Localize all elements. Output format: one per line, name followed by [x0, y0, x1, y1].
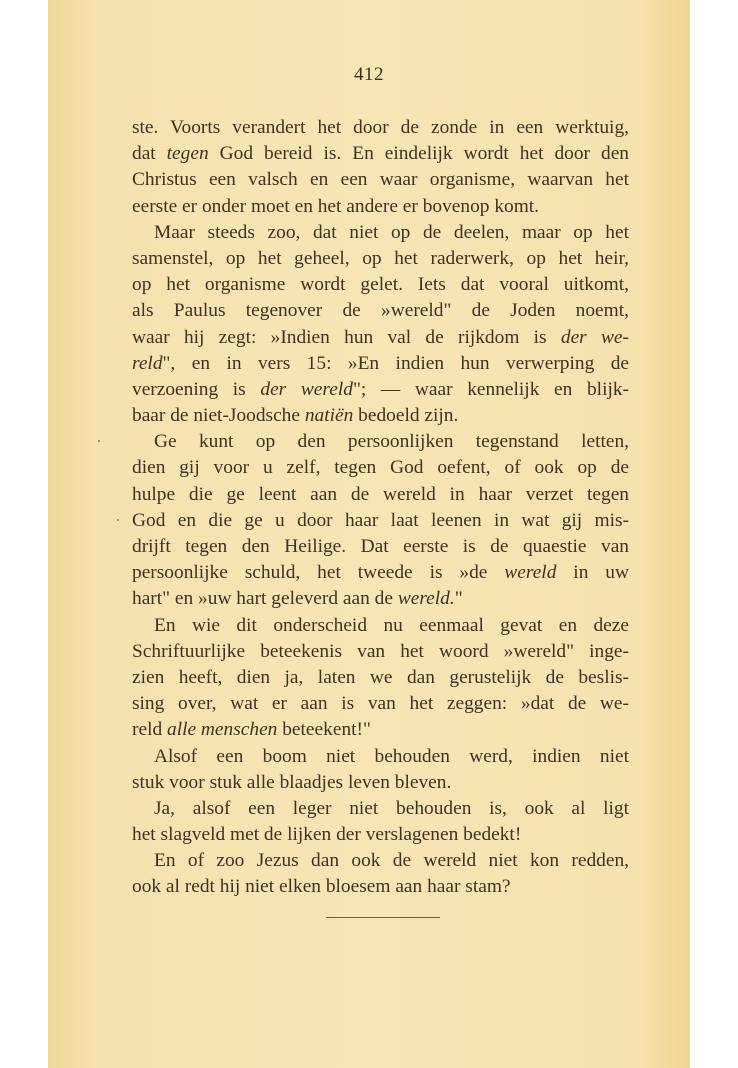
text-segment: dat: [132, 143, 167, 165]
text-line: [132, 377, 629, 403]
text-line: [132, 141, 629, 167]
text-line: [132, 796, 629, 822]
text-line: [132, 665, 629, 691]
paragraph-p1: [132, 115, 629, 220]
scan-speck: [98, 440, 100, 442]
text-line: [132, 429, 629, 455]
text-segment: reld: [132, 719, 167, 741]
italic-text: alle menschen: [167, 719, 278, 741]
text-line: [132, 586, 629, 612]
italic-text: der we-: [560, 326, 629, 348]
text-segment: persoonlijke schuld, het tweede is »de: [132, 562, 505, 584]
page-number: 412: [354, 64, 384, 85]
text-segment: ook al redt hij niet elken bloesem aan haar stam?: [132, 876, 511, 898]
text-segment: Schriftuurlijke beteekenis van het woord »wereld" inge-: [132, 640, 629, 662]
text-line: [132, 874, 629, 900]
text-segment: samenstel, op het geheel, op het raderwerk, op het heir,: [132, 247, 629, 269]
text-segment: Maar steeds zoo, dat niet op de deelen, maar op het: [154, 221, 629, 243]
paragraph-p7: [132, 848, 629, 900]
text-segment: waar hij zegt: »Indien hun val de rijkdom is: [132, 326, 561, 348]
paragraph-p2: [132, 220, 629, 430]
text-segment: dien gij voor u zelf, tegen God oefent, of ook op de: [132, 457, 629, 479]
text-segment: als Paulus tegenover de »wereld" de Joden noemt,: [132, 300, 629, 322]
text-segment: Alsof een boom niet behouden werd, indien niet: [154, 745, 629, 767]
text-line: [132, 298, 629, 324]
text-segment: hart" en »uw hart geleverd aan de: [132, 588, 398, 610]
italic-text: reld: [132, 352, 163, 374]
text-line: [132, 194, 629, 220]
italic-text: natiën: [304, 405, 354, 427]
text-line: [132, 351, 629, 377]
text-line: [132, 717, 629, 743]
text-segment: Christus een valsch en een waar organisme, waarvan het: [132, 169, 629, 191]
text-segment: En wie dit onderscheid nu eenmaal gevat en deze: [154, 614, 629, 636]
text-line: [132, 325, 629, 351]
text-line: [132, 534, 629, 560]
text-segment: ", en in vers 15: »En indien hun verwerping de: [162, 352, 629, 374]
text-line: [132, 246, 629, 272]
text-segment: Ge kunt op den persoonlijken tegenstand letten,: [154, 431, 629, 453]
text-segment: bedoeld zijn.: [353, 405, 459, 427]
text-segment: ste. Voorts verandert het door de zonde in een werktuig,: [132, 117, 629, 138]
text-line: [132, 770, 629, 796]
text-line: [132, 744, 629, 770]
text-segment: En of zoo Jezus dan ook de wereld niet kon redden,: [154, 850, 629, 872]
text-segment: op het organisme wordt gelet. Iets dat vooral uitkomt,: [132, 274, 629, 296]
text-segment: beteekent!": [277, 719, 371, 741]
italic-text: der wereld: [260, 378, 353, 400]
italic-text: tegen: [166, 143, 209, 165]
text-line: [132, 482, 629, 508]
text-segment: God bereid is. En eindelijk wordt het door den: [208, 143, 629, 165]
text-segment: hulpe die ge leent aan de wereld in haar verzet tegen: [132, 483, 629, 505]
text-segment: "; — waar kennelijk en blijk-: [352, 378, 629, 400]
text-line: [132, 455, 629, 481]
paragraph-p5: [132, 744, 629, 796]
text-segment: het slagveld met de lijken der verslagenen bedekt!: [132, 824, 522, 846]
text-line: [132, 403, 629, 429]
body-text: [132, 115, 629, 901]
text-segment: eerste er onder moet en het andere er bovenop komt.: [132, 195, 540, 217]
text-line: [132, 508, 629, 534]
text-line: [132, 691, 629, 717]
end-rule: [326, 917, 440, 918]
paragraph-p6: [132, 796, 629, 848]
text-segment: in uw: [556, 562, 629, 584]
text-line: [132, 848, 629, 874]
italic-text: wereld: [504, 562, 557, 584]
paragraph-p3: [132, 429, 629, 612]
text-line: [132, 560, 629, 586]
scan-speck: [117, 519, 119, 521]
text-line: [132, 613, 629, 639]
text-segment: stuk voor stuk alle blaadjes leven bleven.: [132, 771, 452, 793]
italic-text: wereld.: [397, 588, 455, 610]
text-line: [132, 167, 629, 193]
text-line: [132, 639, 629, 665]
text-line: [132, 822, 629, 848]
text-segment: Ja, alsof een leger niet behouden is, ook al ligt: [154, 797, 629, 819]
text-line: [132, 115, 629, 141]
paragraph-p4: [132, 613, 629, 744]
text-line: [132, 220, 629, 246]
text-segment: baar de niet-Joodsche: [132, 405, 305, 427]
text-segment: verzoening is: [132, 378, 261, 400]
text-segment: God en die ge u door haar laat leenen in wat gij mis-: [132, 509, 629, 531]
text-line: [132, 272, 629, 298]
text-segment: ": [454, 588, 463, 610]
text-segment: sing over, wat er aan is van het zeggen: »dat de we-: [132, 693, 629, 715]
text-segment: drijft tegen den Heilige. Dat eerste is de quaestie van: [132, 536, 629, 557]
text-segment: zien heeft, dien ja, laten we dan gerustelijk de beslis-: [132, 666, 629, 688]
